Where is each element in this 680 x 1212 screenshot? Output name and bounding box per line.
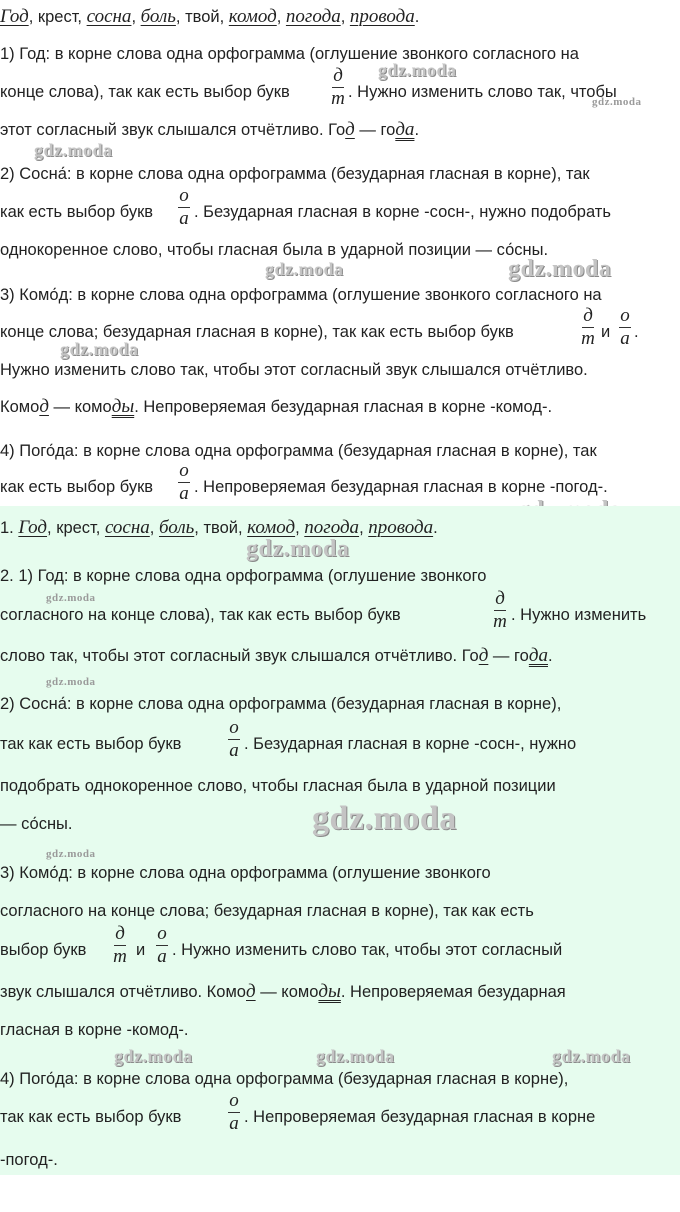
fraction-o-a: о а	[179, 460, 189, 504]
paragraph-pogoda-line2: так как есть выбор букв	[0, 1108, 182, 1126]
fraction-o-a: о а	[157, 923, 167, 967]
watermark: gdz.moda	[265, 259, 344, 279]
paragraph-sosna-line1: 2) Сосна́: в корне слова одна орфограмма (безударная гласная в корне), так	[0, 165, 590, 183]
watermark: gdz.moda	[378, 60, 457, 80]
word-provoda: провода	[349, 6, 415, 27]
word-pogoda: погода	[285, 6, 341, 27]
paragraph-sosna-line2: так как есть выбор букв	[0, 735, 182, 753]
watermark: gdz.moda	[114, 1046, 193, 1066]
watermark: gdz.moda	[46, 592, 96, 604]
paragraph-komod-line4: Комод — комоды. Непроверяемая безударная гласная в корне -комод-.	[0, 396, 553, 417]
answer-section-original: Год, крест, сосна, боль, твой, комод, погода, провода. 1) Год: в корне слова одна орфограмма (оглушение звонкого согласного на конце слова), так как есть выбор букв д т . Нужно изменить слово так, чтобы этот согласный звук слышался отчётливо. Год — года. 2) Сосна́: в корне слова одна орфограмма (безударная гласная в корне), так как есть выбор букв о а . Безударная гласная в корне -сосн-, нужно подобрать однокоренное слово, чтобы гласная была в ударной позиции — со́сны. 3) Комо́д: в корне слова одна орфограмма (оглушение звонкого согласного на конце слова; безударная гласная в корне), так как есть выбор букв д т и о а . Нужно изменить слово так, чтобы этот согласный звук слышался отчётливо. Комод — комоды. Непроверяемая безударная гласная в корне -комод-. 4) Пого́да: в корне слова одна орфограмма (безударная гласная в корне), так как есть выбор букв о а . Непроверяемая безударная гласная в корне -погод-. gdz.moda gdz.moda gdz.moda gdz.moda gdz.moda gdz.moda	[0, 0, 680, 506]
fraction-o-a: о а	[229, 1090, 239, 1134]
paragraph-pogoda-line1: 4) Пого́да: в корне слова одна орфограмма (безударная гласная в корне),	[0, 1070, 569, 1088]
fraction-d-t: д т	[331, 65, 345, 109]
watermark: gdz.moda	[316, 1046, 395, 1066]
paragraph-pogoda-line1: 4) Пого́да: в корне слова одна орфограмма (безударная гласная в корне), так	[0, 442, 597, 460]
word-god: Год	[0, 6, 29, 27]
watermark: gdz.moda	[508, 256, 612, 282]
paragraph-sosna-line3: подобрать однокоренное слово, чтобы гласная была в ударной позиции	[0, 777, 556, 795]
fraction-o-a: о а	[229, 717, 239, 761]
paragraph-komod-line5: гласная в корне -комод-.	[0, 1021, 189, 1039]
fraction-o-a: о а	[179, 185, 189, 229]
watermark: gdz.moda	[552, 1046, 631, 1066]
fraction-d-t: д т	[113, 923, 127, 967]
paragraph-sosna-line3: однокоренное слово, чтобы гласная была в ударной позиции — со́сны.	[0, 241, 549, 259]
paragraph-komod-line2: согласного на конце слова; безударная гласная в корне), так как есть	[0, 902, 534, 920]
word-list-header: 1. Год, крест, сосна, боль, твой, комод, погода, провода.	[0, 517, 438, 538]
paragraph-komod-line3: Нужно изменить слово так, чтобы этот согласный звук слышался отчётливо.	[0, 361, 588, 379]
word-bol: боль	[140, 6, 176, 27]
word-sosna: сосна	[86, 6, 132, 27]
paragraph-komod-line2: конце слова; безударная гласная в корне), так как есть выбор букв	[0, 323, 514, 341]
watermark: gdz.moda	[46, 676, 96, 688]
watermark: gdz.moda	[592, 96, 642, 108]
paragraph-god-line2: согласного на конце слова), так как есть выбор букв	[0, 606, 401, 624]
paragraph-god-line3: этот согласный звук слышался отчётливо. Год — года.	[0, 119, 420, 140]
fraction-d-t: д т	[493, 588, 507, 632]
paragraph-god-line2: конце слова), так как есть выбор букв	[0, 83, 290, 101]
word-list-header: Год, крест, сосна, боль, твой, комод, погода, провода.	[0, 6, 420, 27]
paragraph-sosna-line1: 2) Сосна́: в корне слова одна орфограмма (безударная гласная в корне),	[0, 695, 562, 713]
watermark: gdz.moda	[34, 140, 113, 160]
watermark: gdz.moda	[246, 536, 350, 562]
paragraph-sosna-line4: — со́сны.	[0, 815, 73, 833]
watermark: gdz.moda	[312, 800, 457, 837]
paragraph-pogoda-line3: -погод-.	[0, 1151, 58, 1169]
word-komod: комод	[228, 6, 277, 27]
paragraph-komod-line1: 3) Комо́д: в корне слова одна орфограмма (оглушение звонкого согласного на	[0, 286, 602, 304]
paragraph-pogoda-line2: как есть выбор букв	[0, 478, 154, 496]
fraction-o-a: о а	[620, 305, 630, 349]
watermark: gdz.moda	[46, 848, 96, 860]
paragraph-god-line1: 2. 1) Год: в корне слова одна орфограмма (оглушение звонкого	[0, 567, 487, 585]
paragraph-god-line1: 1) Год: в корне слова одна орфограмма (оглушение звонкого согласного на	[0, 45, 579, 63]
answer-section-highlighted: 1. Год, крест, сосна, боль, твой, комод, погода, провода. 2. 1) Год: в корне слова одна орфограмма (оглушение звонкого согласного на конце слова), так как есть выбор букв д т . Нужно изменить слово так, чтобы этот согласный звук слышался отчётливо. Год — года. 2) Сосна́: в корне слова одна орфограмма (безударная гласная в корне), так как есть выбор букв о а . Безударная гласная в корне -сосн-, нужно подобрать однокоренное слово, чтобы гласная была в ударной позиции — со́сны. 3) Комо́д: в корне слова одна орфограмма (оглушение звонкого согласного на конце слова; безударная гласная в корне), так как есть выбор букв д т и о а . Нужно изменить слово так, чтобы этот согласный звук слышался отчётливо. Комод — комоды. Непроверяемая безударная гласная в корне -комод-. 4) Пого́да: в корне слова одна орфограмма (безударная гласная в корне), так как есть выбор букв о а . Непроверяемая безударная гласная в корне -погод-. gdz.moda gdz.moda gdz.moda gdz.moda gdz.moda gdz.moda gdz.moda gdz.moda	[0, 506, 680, 1175]
paragraph-sosna-line2: как есть выбор букв	[0, 203, 154, 221]
paragraph-komod-line3: выбор букв	[0, 941, 87, 959]
fraction-d-t: д т	[581, 305, 595, 349]
paragraph-god-line3: слово так, чтобы этот согласный звук слышался отчётливо. Год — года.	[0, 645, 553, 666]
paragraph-komod-line4: звук слышался отчётливо. Комод — комоды. Непроверяемая безударная	[0, 981, 566, 1002]
watermark: gdz.moda	[60, 339, 139, 359]
paragraph-komod-line1: 3) Комо́д: в корне слова одна орфограмма (оглушение звонкого	[0, 864, 491, 882]
